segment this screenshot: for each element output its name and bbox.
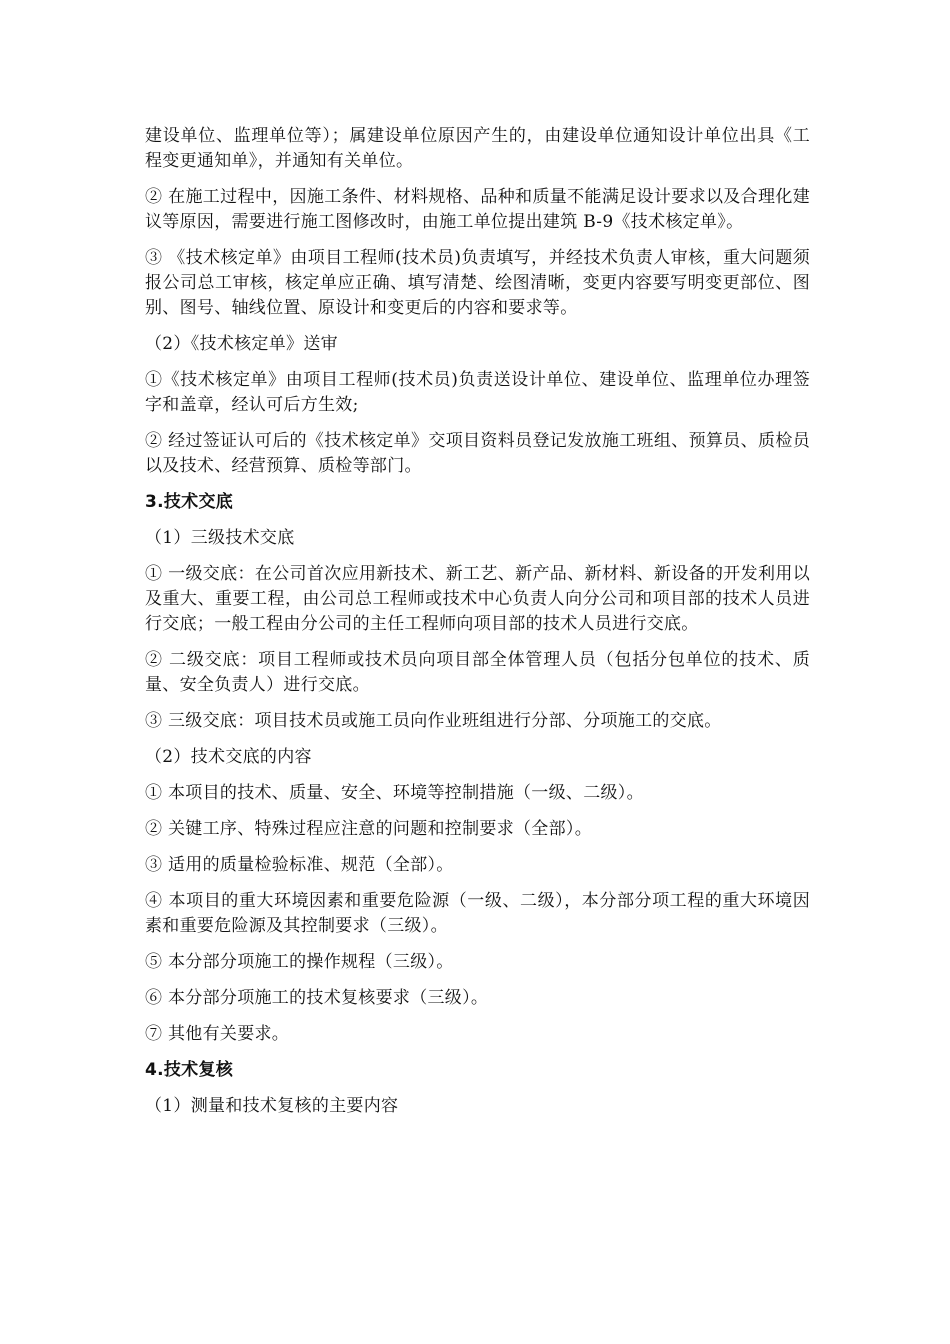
paragraph: ①《技术核定单》由项目工程师(技术员)负责送设计单位、建设单位、监理单位办理签字和盖章，经认可后方生效;: [145, 370, 810, 415]
list-item: ① 本项目的技术、质量、安全、环境等控制措施（一级、二级）。: [145, 783, 644, 803]
paragraph: ② 经过签证认可后的《技术核定单》交项目资料员登记发放施工班组、预算员、质检员以及技术、经营预算、质检等部门。: [145, 431, 810, 476]
sub-heading: （2）《技术核定单》送审: [145, 334, 338, 354]
list-item: ③ 适用的质量检验标准、规范（全部）。: [145, 855, 454, 875]
list-item: ④ 本项目的重大环境因素和重要危险源（一级、二级），本分部分项工程的重大环境因素和重要危险源及其控制要求（三级）。: [145, 891, 810, 936]
paragraph: ③ 三级交底：项目技术员或施工员向作业班组进行分部、分项施工的交底。: [145, 711, 722, 731]
sub-heading: （1）三级技术交底: [145, 528, 295, 548]
list-item: ⑤ 本分部分项施工的操作规程（三级）。: [145, 952, 454, 972]
list-item: ⑥ 本分部分项施工的技术复核要求（三级）。: [145, 988, 489, 1008]
sub-heading: （1）测量和技术复核的主要内容: [145, 1096, 399, 1116]
section-heading: 3.技术交底: [145, 492, 234, 512]
sub-heading: （2）技术交底的内容: [145, 747, 312, 767]
document-page: [145, 124, 810, 1130]
list-item: ⑦ 其他有关要求。: [145, 1024, 290, 1044]
paragraph: ① 一级交底：在公司首次应用新技术、新工艺、新产品、新材料、新设备的开发利用以及重大、重要工程，由公司总工程师或技术中心负责人向分公司和项目部的技术人员进行交底；一般工程由分公司的主任工程师向项目部的技术人员进行交底。: [145, 564, 810, 634]
list-item: ② 关键工序、特殊过程应注意的问题和控制要求（全部）。: [145, 819, 593, 839]
paragraph: 建设单位、监理单位等）；属建设单位原因产生的，由建设单位通知设计单位出具《工程变更通知单》，并通知有关单位。: [145, 126, 810, 171]
paragraph: ② 在施工过程中，因施工条件、材料规格、品种和质量不能满足设计要求以及合理化建议等原因，需要进行施工图修改时，由施工单位提出建筑 B-9《技术核定单》。: [145, 187, 810, 232]
paragraph: ② 二级交底：项目工程师或技术员向项目部全体管理人员（包括分包单位的技术、质量、安全负责人）进行交底。: [145, 650, 810, 695]
section-heading: 4.技术复核: [145, 1060, 234, 1080]
paragraph: ③ 《技术核定单》由项目工程师(技术员)负责填写，并经技术负责人审核，重大问题须报公司总工审核，核定单应正确、填写清楚、绘图清晰，变更内容要写明变更部位、图别、图号、轴线位置、原设计和变更后的内容和要求等。: [145, 248, 810, 318]
